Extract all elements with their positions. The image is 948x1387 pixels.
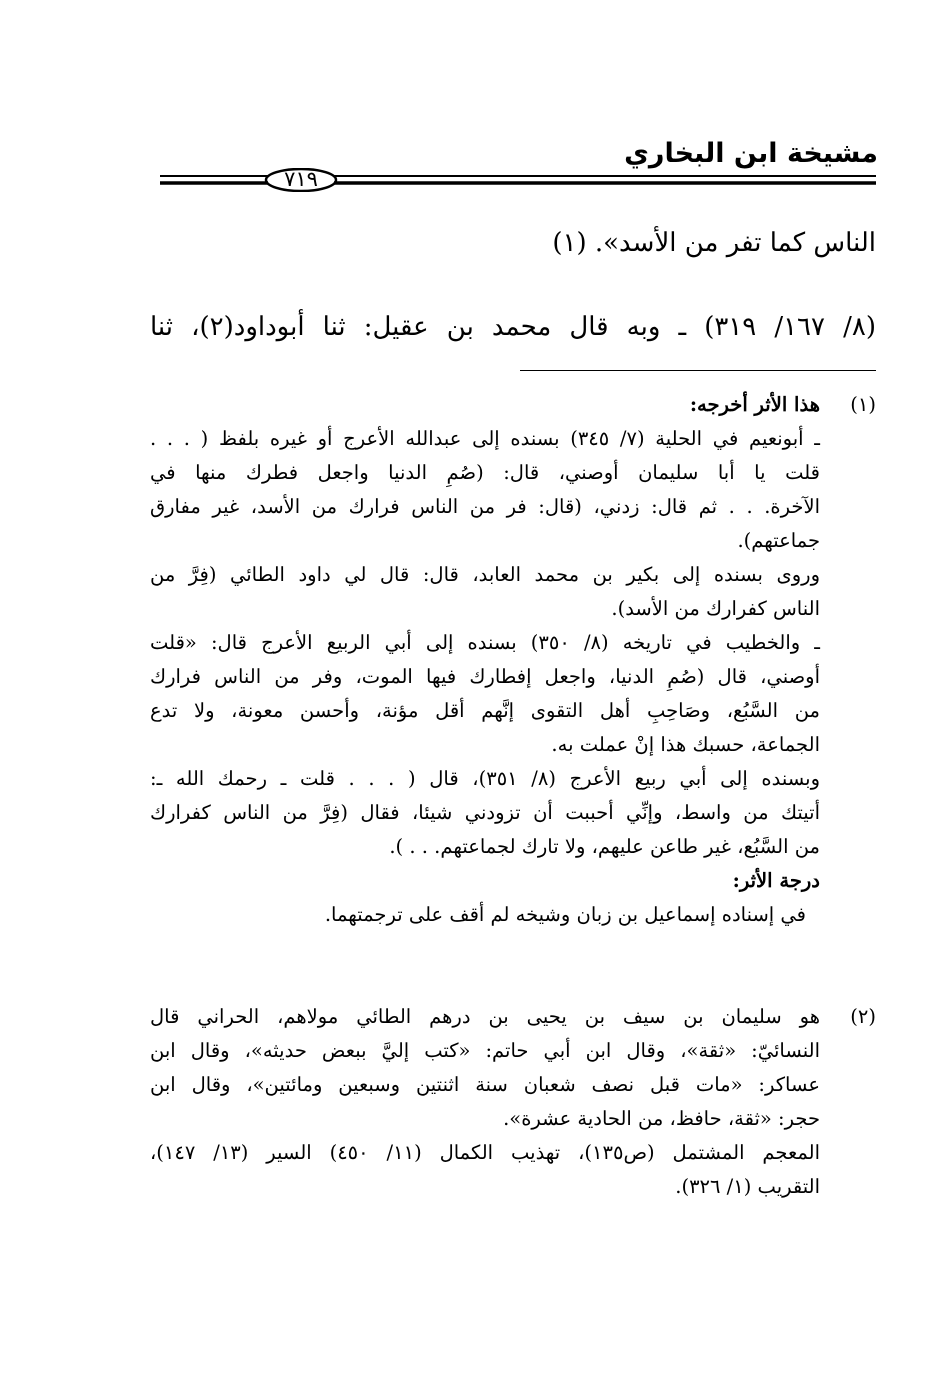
footnote-line: جماعتهم). <box>737 529 820 552</box>
book-title: مشيخة ابن البخاري <box>624 138 878 169</box>
footnote-line: من السَّبُع، وصَاحِبِ أهل التقوى إنَّهم أقل مؤنة، وأحسن معونة، ولا تدع <box>150 699 820 722</box>
footnote-line: من السَّبُع، غير طاعن عليهم، ولا تارك لجماعتهم. . . ). <box>389 835 820 858</box>
footnote-line: النسائيّ: «ثقة»، وقال ابن أبي حاتم: «كتب إليَّ ببعض حديثه»، وقال ابن <box>150 1039 820 1062</box>
footnote-1 <box>150 388 876 932</box>
footnote-line: أوصني، قال (صُمِ الدنيا، واجعل إفطارك فيها الموت، وفر من الناس فرارك <box>150 665 820 688</box>
footnote-line: هذا الأثر أخرجه: <box>689 393 820 416</box>
footnote-line: الجماعة، حسبك هذا إنْ عملت به. <box>551 733 820 756</box>
footnote-line: ـ والخطيب في تاريخه (٨/ ٣٥٠) بسنده إلى أبي الربيع الأعرج قال: «قلت <box>150 631 820 654</box>
footnote-body <box>150 388 820 932</box>
footnote-line: هو سليمان بن سيف بن يحيى بن درهم الطائي مولاهم، الحراني قال <box>150 1005 820 1028</box>
footnote-marker: (١) <box>850 393 876 416</box>
footnote-subheading: درجة الأثر: <box>732 869 820 892</box>
footnote-2 <box>150 1000 876 1204</box>
footnote-line: التقريب (١/ ٣٢٦). <box>675 1175 820 1198</box>
footnote-line: الآخرة. . . ثم قال: زدني، (قال: فر من الناس فرارك من الأسد، غير مفارق <box>150 495 820 518</box>
footnote-line: ـ أبونعيم في الحلية (٧/ ٣٤٥) بسنده إلى عبدالله الأعرج أو غيره بلفظ ( . . . <box>150 427 820 450</box>
footnote-body <box>150 1000 820 1204</box>
footnote-line: الناس كفرارك من الأسد). <box>611 597 820 620</box>
main-text-line: الناس كما تفر من الأسد». (١) <box>552 228 876 258</box>
footnote-line: قلت يا أبا سليمان أوصني، قال: (صُمِ الدنيا واجعل فطرك منها في <box>150 461 820 484</box>
footnote-line: وروى بسنده إلى بكير بن محمد العابد، قال: قال لي داود الطائي (فِرَّ من <box>150 563 820 586</box>
footnote-line: المعجم المشتمل (ص١٣٥)، تهذيب الكمال (١١/ ٤٥٠) السير (١٣/ ١٤٧)، <box>150 1141 821 1164</box>
footnote-line: عساكر: «مات قبل نصف شعبان سنة اثنتين وسبعين ومائتين»، وقال ابن <box>150 1073 820 1096</box>
page-number: ٧١٩ <box>284 167 318 191</box>
footnote-marker: (٢) <box>850 1005 876 1028</box>
footnote-line: أتيتك من واسط، وإنِّي أحببت أن تزودني شيئا، فقال (فِرَّ من الناس كفرارك <box>150 801 820 824</box>
footnote-line: حجر: «ثقة، حافظ، من الحادية عشرة». <box>503 1107 820 1130</box>
footnote-separator <box>520 370 876 371</box>
footnote-line: وبسنده إلى أبي ربيع الأعرج (٨/ ٣٥١)، قال ( . . . قلت ـ رحمك الله ـ: <box>150 767 821 790</box>
footnote-line: في إسناده إسماعيل بن زبان وشيخه لم أقف على ترجمتهما. <box>324 903 806 926</box>
main-text-line: (٨/ ١٦٧/ ٣١٩) ـ وبه قال محمد بن عقيل: ثنا أبوداود(٢)، ثنا <box>150 312 876 342</box>
